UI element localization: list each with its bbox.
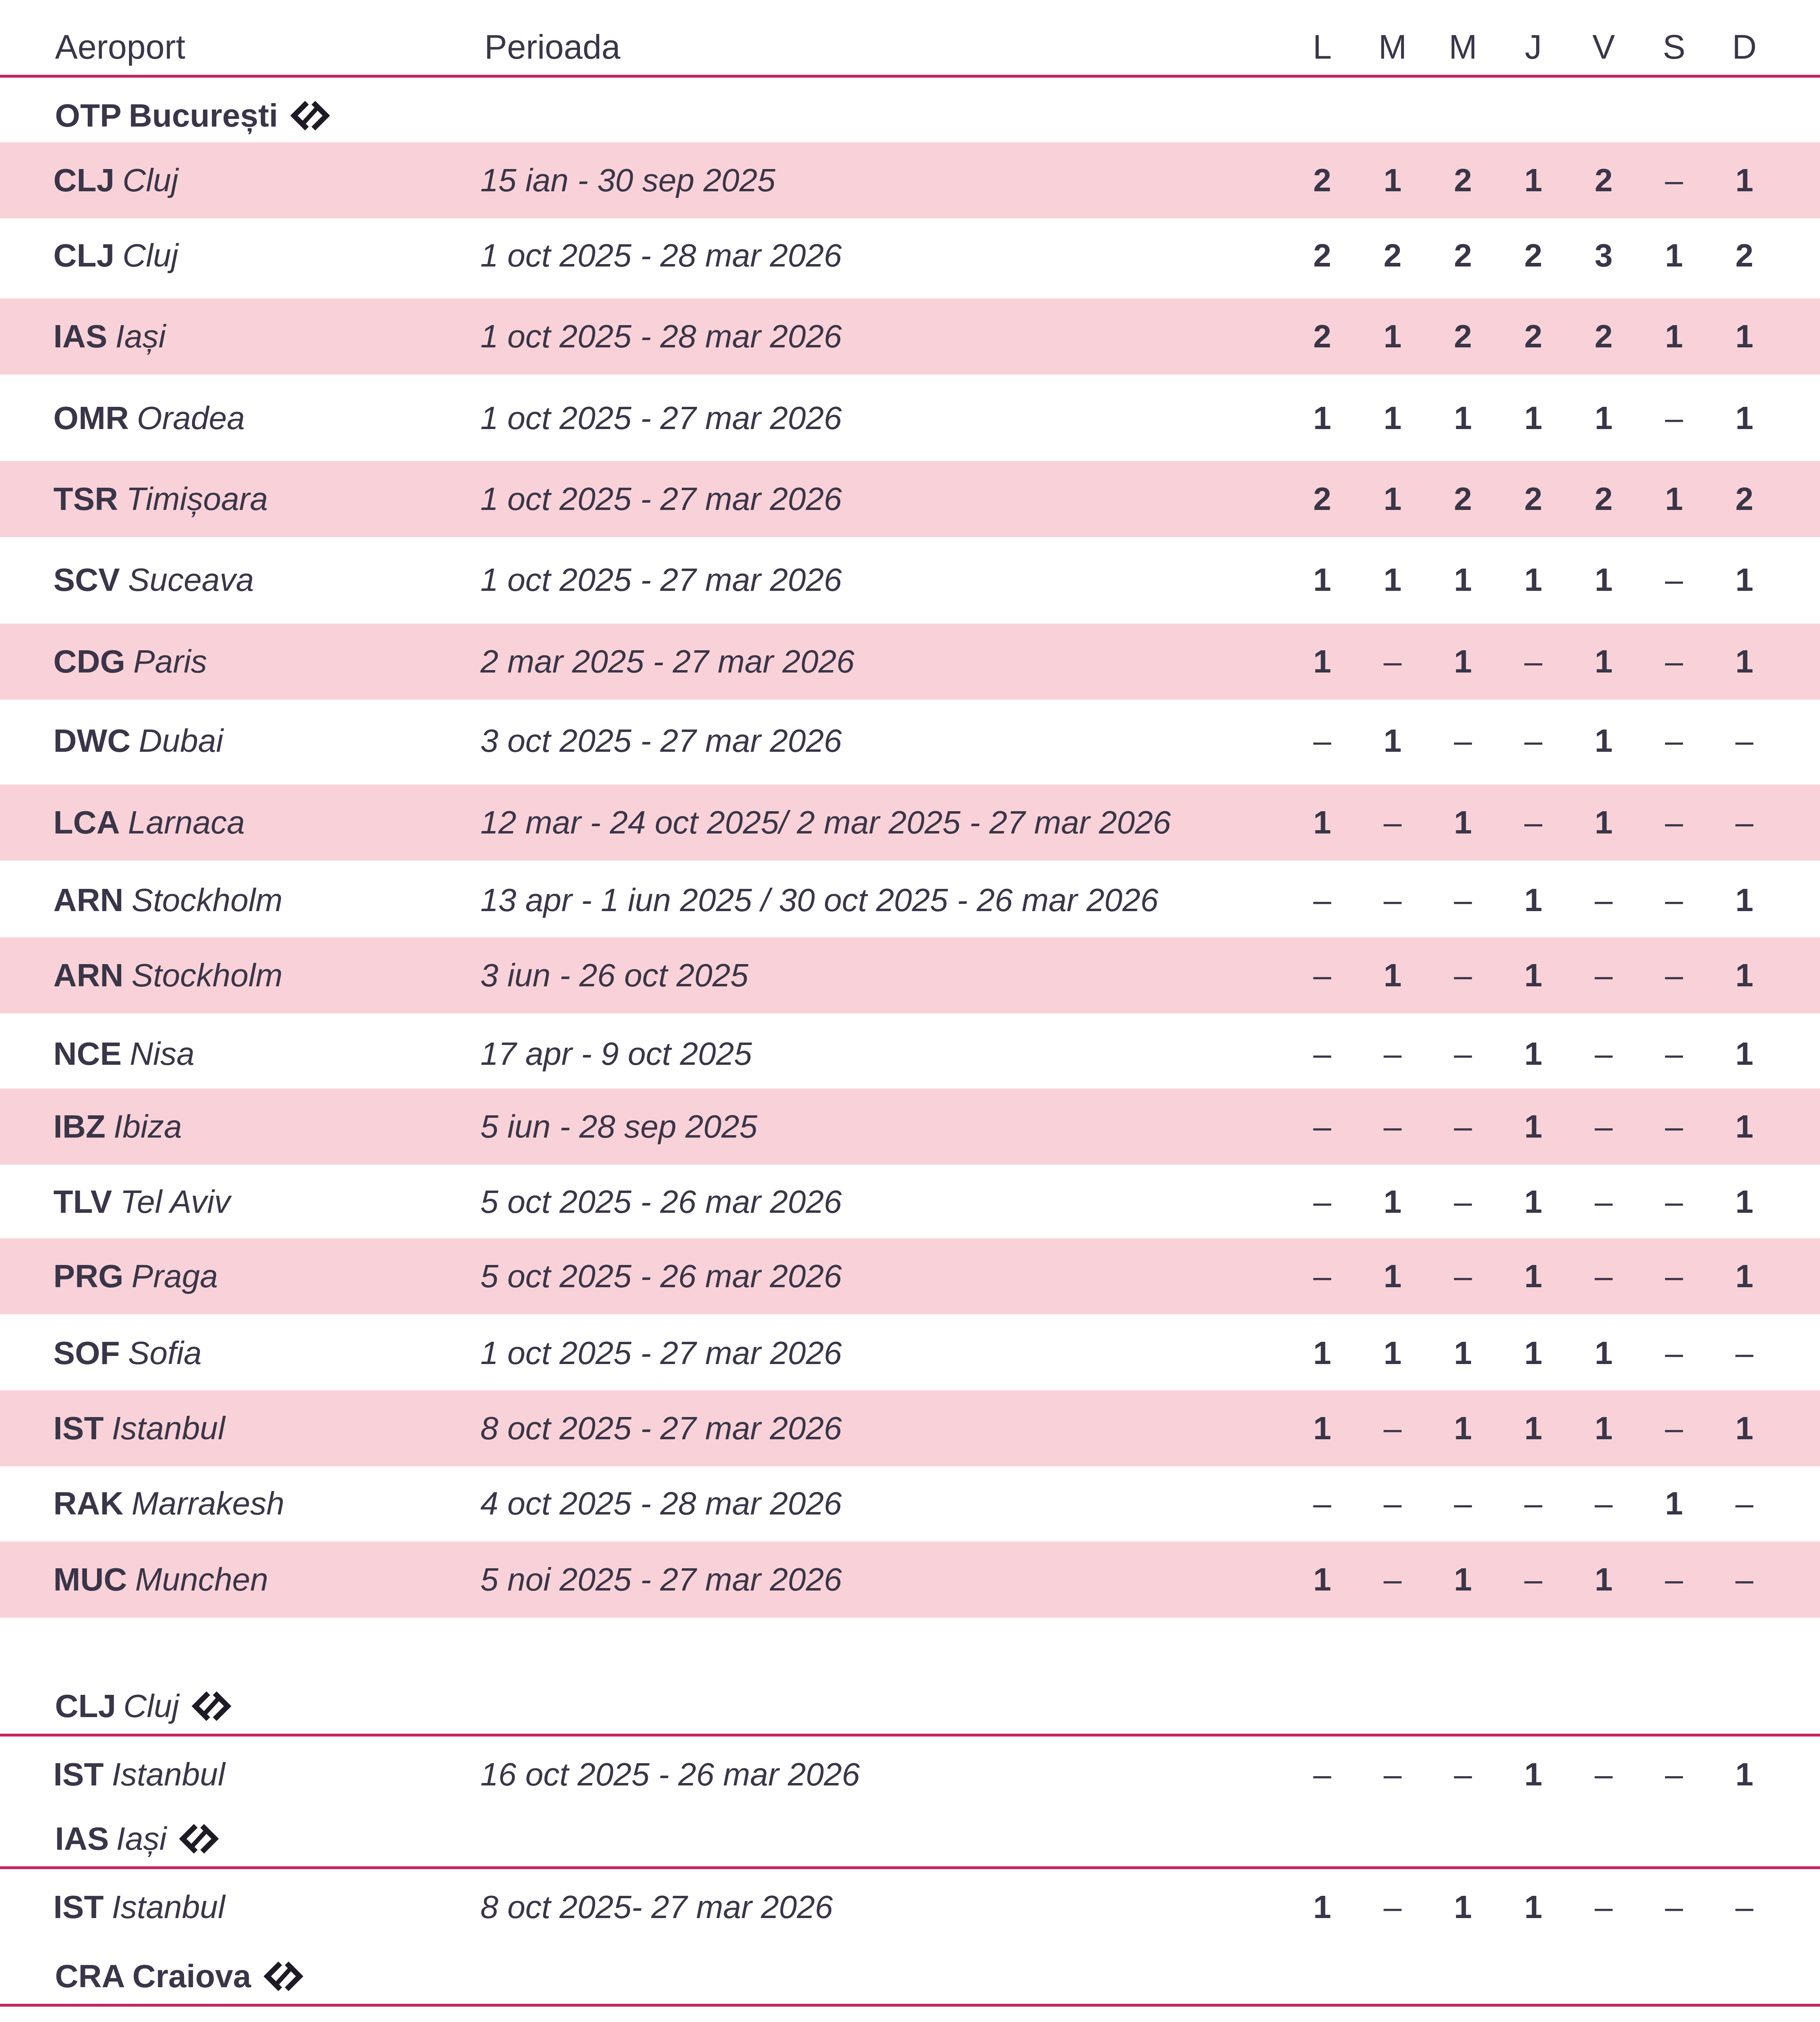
- airport-code: TSR: [53, 481, 118, 517]
- airport-city: Marrakesh: [131, 1485, 285, 1521]
- round-trip-arrows-icon: [191, 1690, 232, 1722]
- table-row: TSR Timișoara 1 oct 2025 - 27 mar 2026 2 1 2 2 2 1 2: [0, 461, 1820, 537]
- airport-code: SCV: [53, 562, 120, 598]
- table-row: OMR Oradea 1 oct 2025 - 27 mar 2026 1 1 1 1 1 – 1: [0, 380, 1820, 456]
- group-header-otp: [0, 78, 1820, 143]
- airport-code: IBZ: [53, 1108, 106, 1144]
- table-row: PRG Praga 5 oct 2025 - 26 mar 2026 – 1 – 1 – – 1: [0, 1238, 1820, 1314]
- airport-city: Stockholm: [131, 957, 283, 993]
- round-trip-arrows-icon: [179, 1823, 219, 1855]
- airport-code: DWC: [53, 723, 131, 759]
- airport-city: Dubai: [139, 723, 224, 759]
- destination-airport: [53, 1390, 225, 1466]
- airport-city: Sofia: [128, 1335, 202, 1371]
- table-row: IAS Iași 1 oct 2025 - 28 mar 2026 2 1 2 2 2 1 1: [0, 298, 1820, 374]
- airport-code: RAK: [53, 1485, 124, 1521]
- airport-city: Istanbul: [112, 1756, 225, 1792]
- airport-city: Praga: [131, 1258, 218, 1294]
- period-cell: 2 mar 2025 - 27 mar 2026: [480, 643, 854, 679]
- table-row: IBZ Ibiza 5 iun - 28 sep 2025 – – – 1 – – 1: [0, 1089, 1820, 1165]
- destination-airport: [53, 298, 166, 374]
- table-row: IST Istanbul 16 oct 2025 - 26 mar 2026 – – – 1 – – 1: [0, 1736, 1820, 1813]
- period-cell: 3 oct 2025 - 27 mar 2026: [480, 723, 842, 759]
- destination-airport: [53, 542, 254, 618]
- group-title: [55, 1960, 304, 1992]
- airport-city: Timișoara: [126, 481, 268, 517]
- table-row: CDG Paris 2 mar 2025 - 27 mar 2026 1 – 1 – 1 – 1: [0, 624, 1820, 700]
- table-row: IST Istanbul 8 oct 2025- 27 mar 2026 1 – 1 1 – – –: [0, 1869, 1820, 1945]
- airport-city: Cluj: [123, 237, 178, 273]
- group-city: Cluj: [123, 1688, 179, 1724]
- period-cell: 4 oct 2025 - 28 mar 2026: [480, 1485, 842, 1521]
- destination-airport: [53, 1164, 230, 1240]
- airport-city: Istanbul: [112, 1889, 225, 1925]
- group-title: [55, 1823, 219, 1855]
- period-cell: 17 apr - 9 oct 2025: [480, 1036, 752, 1072]
- round-trip-arrows-icon: [290, 99, 330, 132]
- destination-airport: [53, 1542, 268, 1618]
- destination-airport: [53, 1315, 202, 1391]
- group-city: Iași: [116, 1821, 167, 1857]
- destination-airport: [53, 1238, 218, 1314]
- table-row: SCV Suceava 1 oct 2025 - 27 mar 2026 1 1 1 1 1 – 1: [0, 542, 1820, 618]
- period-cell: 1 oct 2025 - 27 mar 2026: [480, 1335, 842, 1371]
- group-code: IAS: [55, 1821, 109, 1857]
- group-code: OTP: [55, 97, 122, 133]
- destination-airport: [53, 1016, 194, 1092]
- airport-city: Ibiza: [113, 1108, 182, 1144]
- table-row: CLJ Cluj 15 ian - 30 sep 2025 2 1 2 1 2 – 1: [0, 142, 1820, 218]
- header-period: Perioada: [484, 28, 621, 66]
- airport-code: IST: [53, 1756, 104, 1792]
- airport-city: Suceava: [128, 562, 254, 598]
- period-cell: 13 apr - 1 iun 2025 / 30 oct 2025 - 26 mar 2026: [480, 882, 1158, 918]
- table-row: DWC Dubai 3 oct 2025 - 27 mar 2026 – 1 – – 1 – –: [0, 703, 1820, 779]
- period-cell: [480, 2007, 833, 2022]
- destination-airport: [53, 1089, 182, 1165]
- period-cell: 15 ian - 30 sep 2025: [480, 162, 776, 198]
- airport-city: Tel Aviv: [120, 1184, 230, 1220]
- airport-city: Oradea: [137, 400, 245, 436]
- group-header-cra: [0, 1948, 1820, 2007]
- group-title: [55, 1690, 232, 1722]
- table-row: CLJ Cluj 1 oct 2025 - 28 mar 2026 2 2 2 2 3 1 2: [0, 218, 1820, 294]
- period-cell: 8 oct 2025 - 27 mar 2026: [480, 1410, 842, 1446]
- table-row: ARN Stockholm 3 iun - 26 oct 2025 – 1 – 1 – – 1: [0, 937, 1820, 1013]
- airport-code: MUC: [53, 1561, 127, 1597]
- period-cell: 1 oct 2025 - 27 mar 2026: [480, 481, 842, 517]
- destination-airport: [53, 461, 268, 537]
- period-cell: 5 iun - 28 sep 2025: [480, 1108, 757, 1144]
- destination-airport: [53, 1736, 225, 1813]
- airport-code: CLJ: [53, 237, 115, 273]
- destination-airport: [53, 1869, 225, 1945]
- round-trip-arrows-icon: [263, 1960, 304, 1992]
- airport-code: CLJ: [53, 162, 115, 198]
- table-row: MUC Munchen 5 noi 2025 - 27 mar 2026 1 – 1 – 1 – –: [0, 1542, 1820, 1618]
- airport-city: Larnaca: [128, 804, 245, 840]
- airport-code: ARN: [53, 882, 124, 918]
- airport-code: LCA: [53, 804, 120, 840]
- table-row: [0, 2007, 1820, 2022]
- table-row: IST Istanbul 8 oct 2025 - 27 mar 2026 1 – 1 1 1 – 1: [0, 1390, 1820, 1466]
- airport-code: IST: [53, 1889, 104, 1925]
- table-row: NCE Nisa 17 apr - 9 oct 2025 – – – 1 – – 1: [0, 1016, 1820, 1092]
- airport-city: Munchen: [135, 1561, 268, 1597]
- period-cell: 1 oct 2025 - 27 mar 2026: [480, 562, 842, 598]
- destination-airport: [53, 703, 223, 779]
- destination-airport: [53, 862, 283, 938]
- destination-airport: [53, 218, 178, 294]
- group-code: CLJ: [55, 1688, 116, 1724]
- destination-airport: [53, 624, 207, 700]
- airport-code: TLV: [53, 1184, 112, 1220]
- destination-airport: [53, 142, 178, 218]
- airport-code: IST: [53, 1410, 104, 1446]
- table-row: TLV Tel Aviv 5 oct 2025 - 26 mar 2026 – 1 – 1 – – 1: [0, 1164, 1820, 1240]
- period-cell: 1 oct 2025 - 27 mar 2026: [480, 400, 842, 436]
- group-code: CRA: [55, 1958, 125, 1994]
- period-cell: 1 oct 2025 - 28 mar 2026: [480, 318, 842, 354]
- airport-city: Cluj: [123, 162, 178, 198]
- group-header-clj: [0, 1678, 1820, 1736]
- period-cell: 5 oct 2025 - 26 mar 2026: [480, 1184, 842, 1220]
- table-row: ARN Stockholm 13 apr - 1 iun 2025 / 30 oct 2025 - 26 mar 2026 – – – 1 – – 1: [0, 862, 1820, 938]
- airport-city: Nisa: [129, 1036, 194, 1072]
- airport-city: Paris: [133, 643, 207, 679]
- table-row: SOF Sofia 1 oct 2025 - 27 mar 2026 1 1 1 1 1 – –: [0, 1315, 1820, 1391]
- period-cell: 12 mar - 24 oct 2025/ 2 mar 2025 - 27 mar 2026: [480, 804, 1171, 840]
- period-cell: 16 oct 2025 - 26 mar 2026: [480, 1756, 860, 1792]
- group-title: [55, 99, 330, 132]
- airport-code: OMR: [53, 400, 129, 436]
- group-city: București: [129, 97, 278, 133]
- destination-airport: [53, 2007, 225, 2022]
- period-cell: 5 noi 2025 - 27 mar 2026: [480, 1561, 842, 1597]
- period-cell: 3 iun - 26 oct 2025: [480, 957, 748, 993]
- airport-code: PRG: [53, 1258, 124, 1294]
- airport-city: Stockholm: [131, 882, 283, 918]
- table-row: RAK Marrakesh 4 oct 2025 - 28 mar 2026 – – – – – 1 –: [0, 1466, 1820, 1542]
- destination-airport: [53, 1466, 284, 1542]
- airport-code: CDG: [53, 643, 125, 679]
- period-cell: 8 oct 2025- 27 mar 2026: [480, 1889, 833, 1925]
- table-row: LCA Larnaca 12 mar - 24 oct 2025/ 2 mar 2025 - 27 mar 2026 1 – 1 – 1 – –: [0, 785, 1820, 861]
- period-cell: 5 oct 2025 - 26 mar 2026: [480, 1258, 842, 1294]
- airport-city: Istanbul: [112, 1410, 225, 1446]
- destination-airport: [53, 380, 245, 456]
- group-city: Craiova: [132, 1958, 251, 1994]
- table-header: Aeroport Perioada L M M J V S D: [0, 0, 1820, 78]
- airport-city: Iași: [115, 318, 166, 354]
- group-header-ias: [0, 1813, 1820, 1869]
- header-airport: Aeroport: [55, 28, 186, 66]
- airport-code: SOF: [53, 1335, 120, 1371]
- airport-code: IAS: [53, 318, 108, 354]
- period-cell: 1 oct 2025 - 28 mar 2026: [480, 237, 842, 273]
- airport-code: NCE: [53, 1036, 122, 1072]
- destination-airport: [53, 785, 245, 861]
- destination-airport: [53, 937, 283, 1013]
- airport-code: ARN: [53, 957, 124, 993]
